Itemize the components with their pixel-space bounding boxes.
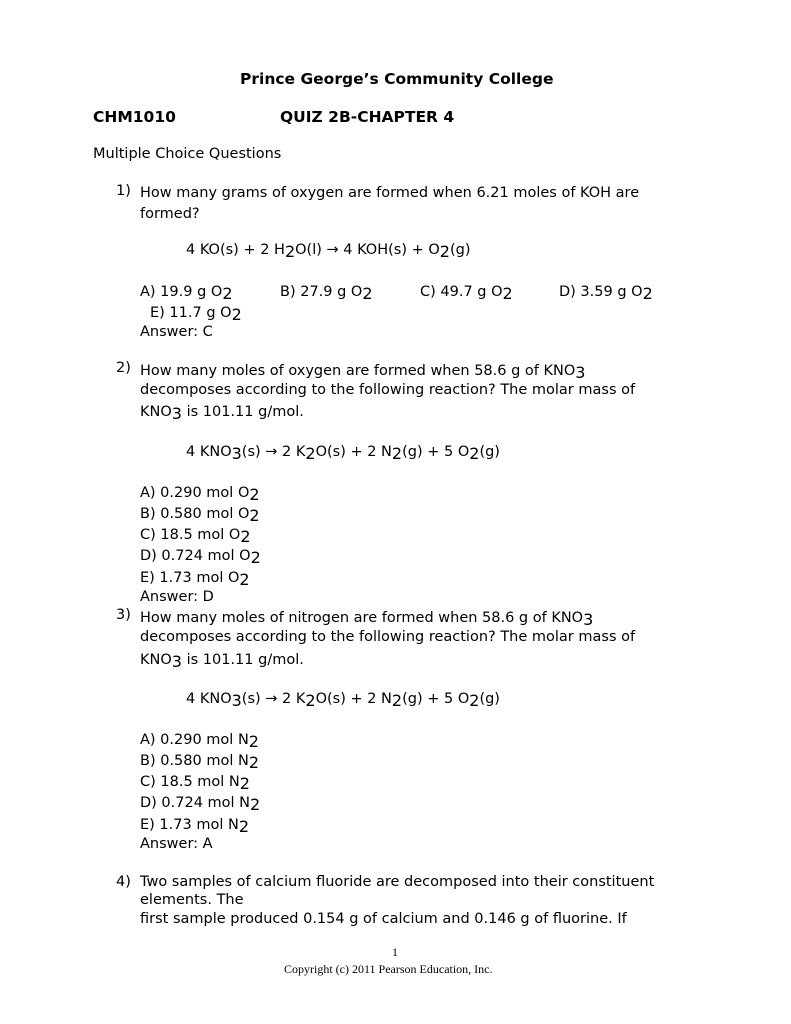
answer-choice: E) 1.73 mol O2 xyxy=(140,570,250,589)
question-text: KNO3 is 101.11 g/mol. xyxy=(140,404,304,423)
section-heading: Multiple Choice Questions xyxy=(93,146,282,162)
answer-choice: A) 19.9 g O2 xyxy=(140,284,233,303)
quiz-title: QUIZ 2B-CHAPTER 4 xyxy=(280,108,455,126)
question-text: How many moles of oxygen are formed when 58.6 g of KNO3 xyxy=(140,363,586,382)
chemical-equation: 4 KNO3(s) → 2 K2O(s) + 2 N2(g) + 5 O2(g) xyxy=(186,444,500,463)
answer-key: Answer: D xyxy=(140,589,214,605)
answer-choice: D) 0.724 mol O2 xyxy=(140,548,261,567)
answer-choice: B) 27.9 g O2 xyxy=(280,284,373,303)
answer-choice: A) 0.290 mol N2 xyxy=(140,732,259,751)
course-code: CHM1010 xyxy=(93,108,176,126)
copyright-notice: Copyright (c) 2011 Pearson Education, Inc. xyxy=(284,962,493,976)
answer-key: Answer: C xyxy=(140,324,213,340)
question-text: How many moles of nitrogen are formed when 58.6 g of KNO3 xyxy=(140,610,594,629)
question-text: How many grams of oxygen are formed when 6.21 moles of KOH are formed? xyxy=(140,185,640,222)
answer-choice: C) 18.5 mol O2 xyxy=(140,527,251,546)
answer-choice: B) 0.580 mol O2 xyxy=(140,506,260,525)
answer-choice: C) 49.7 g O2 xyxy=(420,284,513,303)
answer-choice: D) 0.724 mol N2 xyxy=(140,795,261,814)
answer-choice: D) 3.59 g O2 xyxy=(559,284,653,303)
page-number: 1 xyxy=(392,945,398,959)
answer-key: Answer: A xyxy=(140,836,213,852)
institution-title: Prince George’s Community College xyxy=(240,70,554,88)
answer-choice: B) 0.580 mol N2 xyxy=(140,753,260,772)
answer-choice: A) 0.290 mol O2 xyxy=(140,485,260,504)
question-text: first sample produced 0.154 g of calcium and 0.146 g of fluorine. If xyxy=(140,911,627,927)
question-text: KNO3 is 101.11 g/mol. xyxy=(140,652,304,671)
answer-choice: E) 1.73 mol N2 xyxy=(140,817,249,836)
question-text: elements. The xyxy=(140,892,244,908)
question-text: decomposes according to the following reaction? The molar mass of xyxy=(140,382,636,398)
question-number: 3) xyxy=(116,607,131,623)
chemical-equation: 4 KNO3(s) → 2 K2O(s) + 2 N2(g) + 5 O2(g) xyxy=(186,691,500,710)
question-number: 1) xyxy=(116,183,131,199)
answer-choice: C) 18.5 mol N2 xyxy=(140,774,250,793)
question-text: decomposes according to the following reaction? The molar mass of xyxy=(140,629,636,645)
question-number: 4) xyxy=(116,874,131,890)
answer-choice: E) 11.7 g O2 xyxy=(150,305,242,324)
question-text: Two samples of calcium fluoride are decomposed into their constituent xyxy=(140,874,655,890)
chemical-equation: 4 KO(s) + 2 H2O(l) → 4 KOH(s) + O2(g) xyxy=(186,242,471,261)
question-number: 2) xyxy=(116,360,131,376)
